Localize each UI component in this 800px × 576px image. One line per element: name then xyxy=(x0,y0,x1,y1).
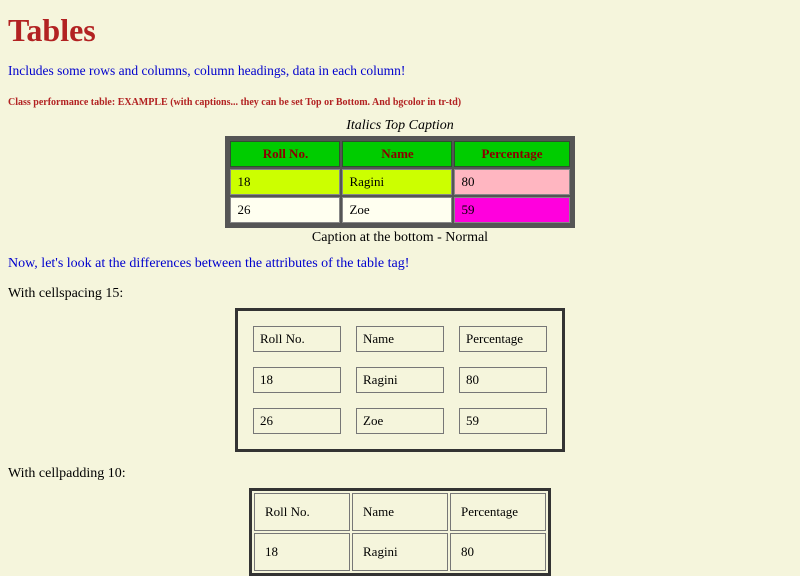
fancy-table-wrap xyxy=(8,136,792,228)
cell-roll-no: 18 xyxy=(230,169,340,195)
page-title: Tables xyxy=(8,12,96,48)
intro-text: Includes some rows and columns, column headings, data in each column! xyxy=(8,63,406,78)
cell-name: Name xyxy=(356,326,444,352)
column-header-roll-no: Roll No. xyxy=(230,141,340,167)
cell-roll-no: 26 xyxy=(230,197,340,223)
table-row xyxy=(230,169,569,195)
cellspacing-table xyxy=(235,308,565,452)
cell-percentage: 80 xyxy=(450,533,546,571)
cellpadding-table xyxy=(249,488,551,576)
cell-name: Ragini xyxy=(342,169,452,195)
column-header-percentage: Percentage xyxy=(454,141,569,167)
table-row xyxy=(253,408,547,434)
cell-roll-no: 18 xyxy=(254,533,350,571)
cell-percentage: 59 xyxy=(454,197,569,223)
cellspacing-table-wrap xyxy=(8,308,792,452)
cell-roll-no: Roll No. xyxy=(254,493,350,531)
cell-roll-no: 18 xyxy=(253,367,341,393)
table-caption-top: Italics Top Caption xyxy=(346,118,454,133)
table-row xyxy=(230,197,569,223)
cell-name: Ragini xyxy=(356,367,444,393)
example-note: Class performance table: EXAMPLE (with captions... they can be set Top or Bottom. And bgcolor in tr-td) xyxy=(8,97,462,108)
class-performance-table xyxy=(225,136,574,228)
cell-percentage: 80 xyxy=(454,169,569,195)
cell-name: Ragini xyxy=(352,533,448,571)
cell-name: Zoe xyxy=(356,408,444,434)
cell-roll-no: 26 xyxy=(253,408,341,434)
table-row xyxy=(253,367,547,393)
column-header-name: Name xyxy=(342,141,452,167)
cell-roll-no: Roll No. xyxy=(253,326,341,352)
label-cellpadding: With cellpadding 10: xyxy=(8,466,126,481)
table-row xyxy=(254,493,546,531)
cell-name: Zoe xyxy=(342,197,452,223)
label-cellspacing: With cellspacing 15: xyxy=(8,286,124,301)
table-header-row xyxy=(230,141,569,167)
cell-percentage: 59 xyxy=(459,408,547,434)
table-row xyxy=(253,326,547,352)
cell-percentage: Percentage xyxy=(450,493,546,531)
cell-name: Name xyxy=(352,493,448,531)
attributes-note: Now, let's look at the differences between the attributes of the table tag! xyxy=(8,256,410,271)
cell-percentage: Percentage xyxy=(459,326,547,352)
cell-percentage: 80 xyxy=(459,367,547,393)
cellpadding-table-wrap xyxy=(8,488,792,576)
table-caption-bottom: Caption at the bottom - Normal xyxy=(311,230,489,245)
table-row xyxy=(254,533,546,571)
